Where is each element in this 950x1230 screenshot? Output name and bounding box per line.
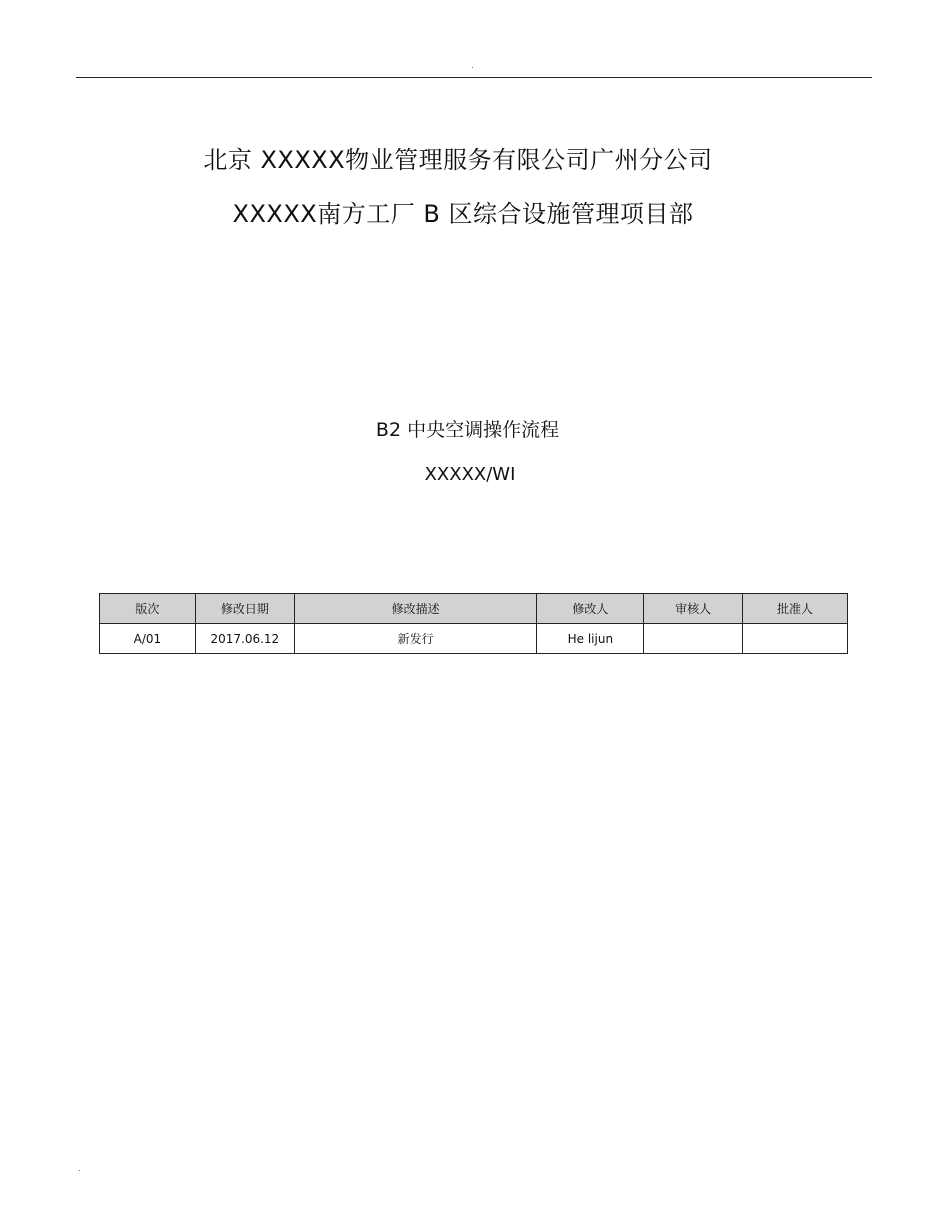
header-mark: . — [471, 61, 474, 70]
revision-table-header-row — [100, 594, 848, 624]
cell-version: A/01 — [100, 624, 196, 654]
cell-revised-by: He lijun — [537, 624, 644, 654]
document-title: B2 中央空调操作流程 — [375, 419, 560, 441]
header-rule — [76, 77, 872, 78]
revision-table — [99, 593, 848, 654]
header-revision-date: 修改日期 — [195, 594, 294, 624]
cell-revision-date: 2017.06.12 — [195, 624, 294, 654]
cell-reviewed-by — [644, 624, 743, 654]
project-department: XXXXX南方工厂 B 区综合设施管理项目部 — [232, 200, 694, 228]
cell-revision-description: 新发行 — [294, 624, 537, 654]
cell-approved-by — [743, 624, 848, 654]
header-version: 版次 — [100, 594, 196, 624]
document-code: XXXXX/WI — [424, 464, 516, 485]
footer-mark: . — [78, 1164, 81, 1173]
header-revised-by: 修改人 — [537, 594, 644, 624]
company-name: 北京 XXXXX物业管理服务有限公司广州分公司 — [203, 146, 713, 174]
table-row — [100, 624, 848, 654]
header-approved-by: 批准人 — [743, 594, 848, 624]
header-revision-description: 修改描述 — [294, 594, 537, 624]
header-reviewed-by: 审核人 — [644, 594, 743, 624]
